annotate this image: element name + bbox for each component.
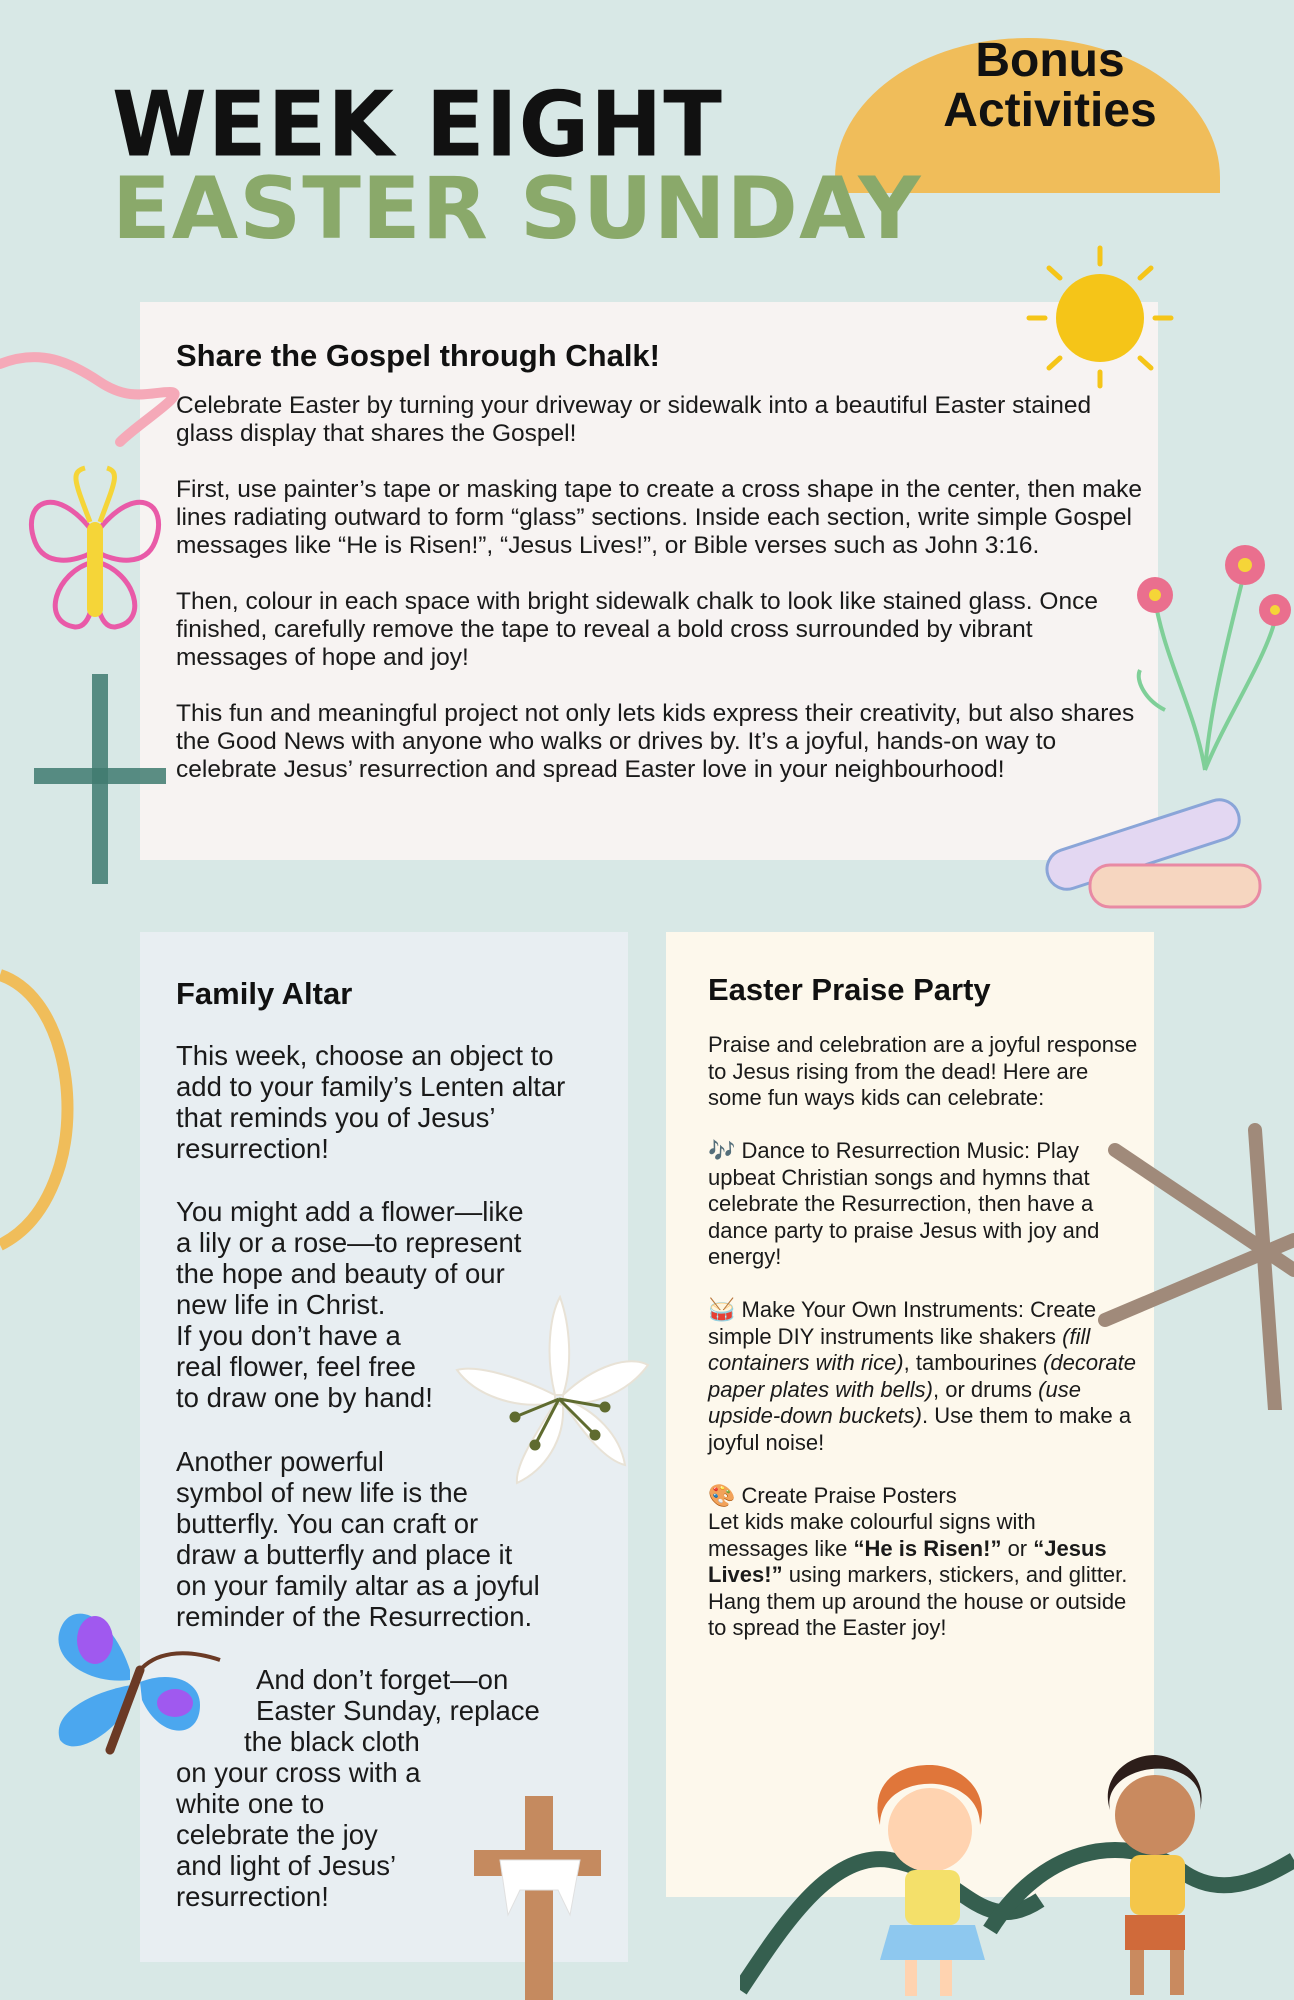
altar-heading: Family Altar bbox=[176, 976, 353, 1011]
instruments-title: Make Your Own Instruments: bbox=[741, 1297, 1024, 1322]
altar-line: If you don’t have a bbox=[176, 1320, 401, 1351]
altar-line: resurrection! bbox=[176, 1881, 329, 1912]
drum-icon: 🥁 bbox=[708, 1297, 736, 1322]
chalk-paragraph: Celebrate Easter by turning your driveway or sidewalk into a beautiful Easter stained glass display that shares the Gospel! bbox=[176, 392, 1092, 447]
altar-paragraph-2 bbox=[176, 1196, 524, 1413]
altar-line: real flower, feel free bbox=[176, 1351, 416, 1382]
party-dance bbox=[708, 1138, 1138, 1271]
instruments-text: , tambourines bbox=[903, 1350, 1044, 1375]
altar-line: on your family altar as a joyful bbox=[176, 1570, 540, 1601]
chalk-body bbox=[176, 392, 1146, 812]
altar-line: to draw one by hand! bbox=[176, 1382, 433, 1413]
altar-line: the black cloth bbox=[244, 1726, 420, 1757]
altar-line: symbol of new life is the bbox=[176, 1477, 468, 1508]
party-posters bbox=[708, 1483, 1138, 1642]
bonus-line-2: Activities bbox=[943, 84, 1157, 138]
altar-paragraph-3 bbox=[176, 1446, 540, 1632]
instruments-text: Create simple DIY instruments like shakers bbox=[708, 1297, 1097, 1349]
dancing-kids-icon bbox=[740, 1730, 1294, 2000]
altar-line: You might add a flower—like bbox=[176, 1196, 524, 1227]
posters-bold: “Jesus Lives!” bbox=[708, 1535, 1107, 1587]
altar-line: draw a butterfly and place it bbox=[176, 1539, 513, 1570]
chalk-paragraph: This fun and meaningful project not only lets kids express their creativity, but also shares the Good News with anyone who walks or drives by. It’s a joyful, hands-on way to celebrate Jesus’ resurrection and spread Easter love in your neighbourhood! bbox=[176, 700, 1135, 783]
posters-bold: “He is Risen!” bbox=[853, 1535, 1002, 1561]
instruments-italic: (use upside-down buckets) bbox=[708, 1376, 1081, 1428]
posters-title: Create Praise Posters bbox=[741, 1482, 957, 1508]
altar-line: butterfly. You can craft or bbox=[176, 1508, 479, 1539]
instruments-text: , or drums bbox=[933, 1376, 1039, 1402]
altar-line: the hope and beauty of our bbox=[176, 1258, 505, 1289]
altar-paragraph-4 bbox=[176, 1664, 540, 1912]
altar-line: a lily or a rose—to represent bbox=[176, 1227, 522, 1258]
altar-paragraph-1: This week, choose an object to add to your family’s Lenten altar that reminds you of Jesus’ resurrection! bbox=[176, 1040, 566, 1164]
page-subtitle: EASTER SUNDAY bbox=[112, 159, 922, 259]
palette-icon: 🎨 bbox=[708, 1482, 736, 1508]
chalk-paragraph: Then, colour in each space with bright sidewalk chalk to look like stained glass. Once finished, carefully remove the tape to reveal a bold cross surrounded by vibrant messages of hope and joy! bbox=[176, 588, 1098, 671]
dance-title: Dance to Resurrection Music: bbox=[741, 1138, 1031, 1163]
altar-line: white one to bbox=[176, 1788, 325, 1819]
instruments-italic: (fill containers with rice) bbox=[708, 1323, 1091, 1375]
altar-line: Another powerful bbox=[176, 1446, 384, 1477]
squiggle-icon bbox=[0, 352, 180, 452]
posters-text: using markers, stickers, and glitter. Hang them up around the house or outside to spread the Easter joy! bbox=[708, 1562, 1128, 1640]
party-instruments bbox=[708, 1297, 1138, 1456]
posters-text: Let kids make colourful signs with messages like bbox=[708, 1509, 1036, 1561]
posters-text: or bbox=[1001, 1535, 1034, 1561]
music-notes-icon: 🎶 bbox=[708, 1138, 736, 1163]
bonus-line-1: Bonus bbox=[975, 34, 1125, 87]
bonus-badge bbox=[900, 36, 1200, 137]
altar-line: on your cross with a bbox=[176, 1757, 421, 1788]
chalk-paragraph: First, use painter’s tape or masking tape to create a cross shape in the center, then make lines radiating outward to form “glass” sections. Inside each section, write simple Gospel messages like “He is Risen!”, “Jesus Lives!”, or Bible verses such as John 3:16. bbox=[176, 476, 1143, 559]
chalk-heading: Share the Gospel through Chalk! bbox=[176, 338, 660, 373]
flowers-icon bbox=[1125, 510, 1294, 780]
altar-line: celebrate the joy bbox=[176, 1819, 378, 1850]
party-body bbox=[708, 1032, 1138, 1668]
instruments-italic: (decorate paper plates with bells) bbox=[708, 1350, 1136, 1402]
page-title: WEEK EIGHT bbox=[112, 72, 723, 178]
instruments-text: . Use them to make a joyful noise! bbox=[708, 1403, 1132, 1455]
party-heading: Easter Praise Party bbox=[708, 972, 991, 1007]
dance-text: Play upbeat Christian songs and hymns that celebrate the Resurrection, then have a dance party to praise Jesus with joy and energy! bbox=[708, 1138, 1100, 1269]
altar-line: reminder of the Resurrection. bbox=[176, 1601, 533, 1632]
butterfly-chalk-icon bbox=[15, 462, 175, 652]
altar-line: And don’t forget—on bbox=[256, 1664, 509, 1695]
chalk-cross-icon bbox=[30, 670, 170, 890]
altar-line: and light of Jesus’ bbox=[176, 1850, 397, 1881]
sun-icon bbox=[1015, 240, 1175, 390]
altar-line: new life in Christ. bbox=[176, 1289, 386, 1320]
yellow-arc-icon bbox=[0, 965, 80, 1255]
altar-line: Easter Sunday, replace bbox=[256, 1695, 540, 1726]
party-intro: Praise and celebration are a joyful response to Jesus rising from the dead! Here are some fun ways kids can celebrate: bbox=[708, 1032, 1138, 1110]
